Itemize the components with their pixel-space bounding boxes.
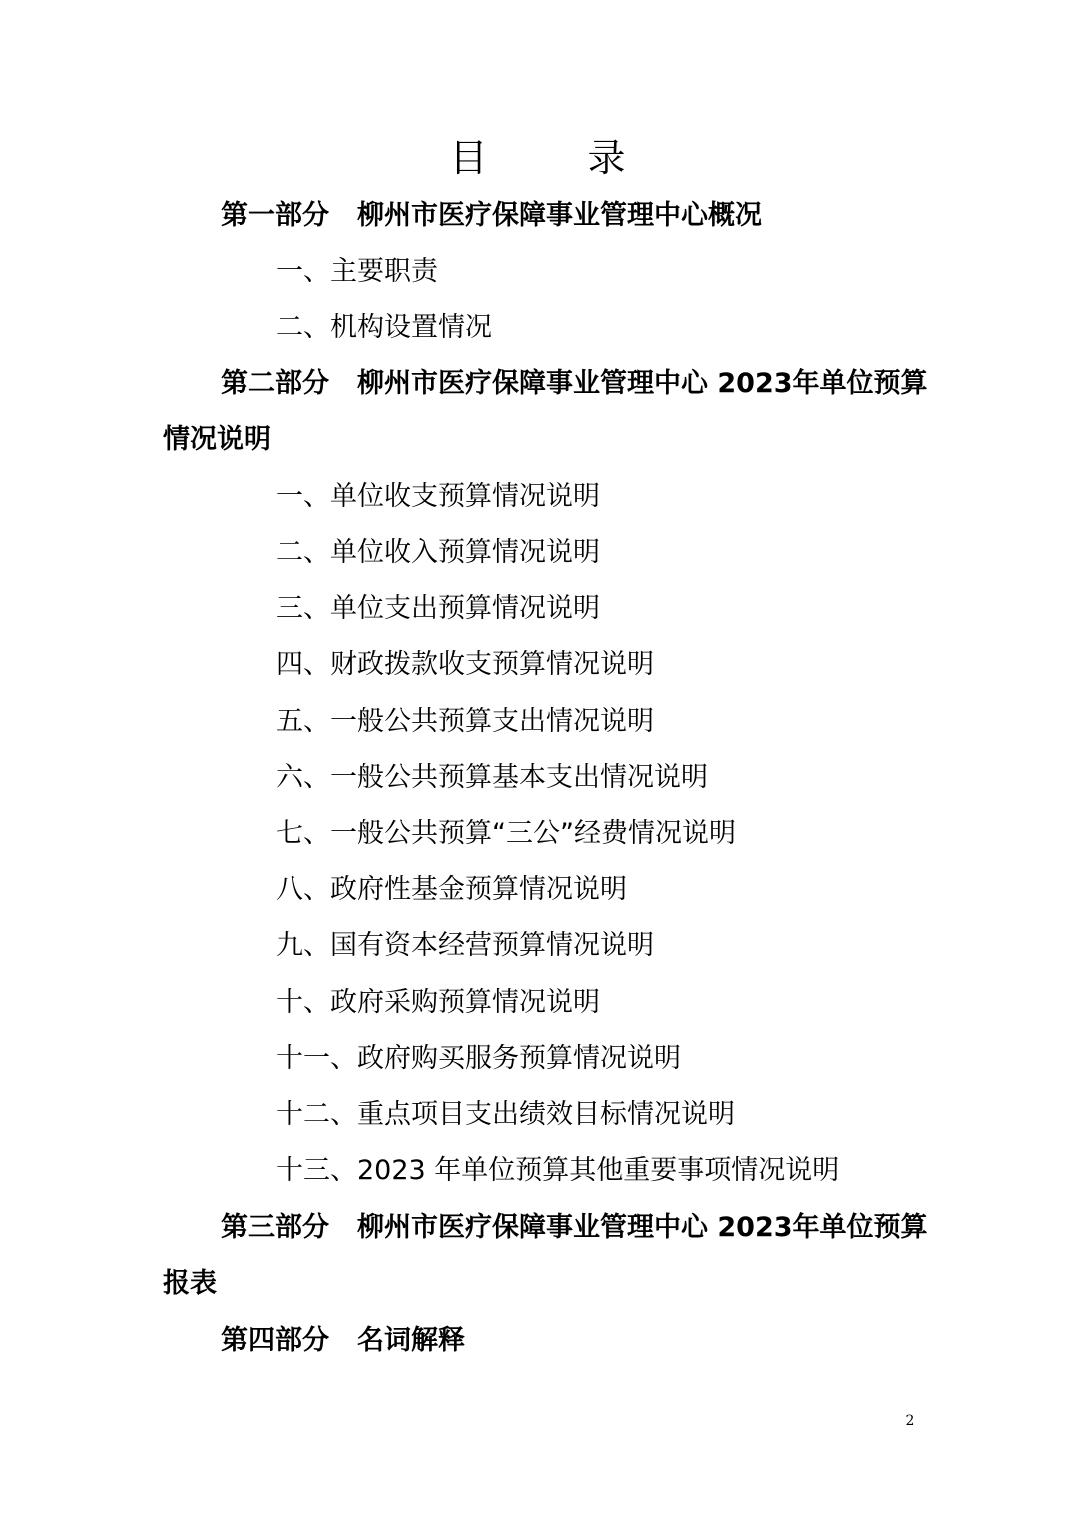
toc-item[interactable]: 七、一般公共预算“三公”经费情况说明 bbox=[276, 818, 736, 849]
toc-item[interactable]: 一、单位收支预算情况说明 bbox=[276, 481, 600, 512]
part-label: 第二部分 bbox=[221, 368, 329, 399]
part-title: 名词解释 bbox=[357, 1325, 465, 1356]
toc-item[interactable]: 四、财政拨款收支预算情况说明 bbox=[276, 649, 654, 680]
part-label: 第一部分 bbox=[221, 200, 329, 231]
toc-part-2[interactable] bbox=[163, 356, 933, 468]
toc-item[interactable]: 九、国有资本经营预算情况说明 bbox=[276, 930, 654, 961]
toc-part-3[interactable] bbox=[163, 1200, 933, 1312]
toc-item[interactable]: 十、政府采购预算情况说明 bbox=[276, 987, 600, 1018]
toc-item[interactable]: 一、主要职责 bbox=[276, 256, 438, 287]
toc-item[interactable]: 二、单位收入预算情况说明 bbox=[276, 537, 600, 568]
toc-item[interactable]: 十一、政府购买服务预算情况说明 bbox=[276, 1043, 681, 1074]
part-title: 柳州市医疗保障事业管理中心 2023年单位预算情况说明 bbox=[163, 368, 928, 455]
toc-item[interactable]: 二、机构设置情况 bbox=[276, 312, 492, 343]
part-title: 柳州市医疗保障事业管理中心 2023年单位预算报表 bbox=[163, 1212, 928, 1299]
toc-item[interactable]: 六、一般公共预算基本支出情况说明 bbox=[276, 762, 708, 793]
toc-item[interactable]: 十二、重点项目支出绩效目标情况说明 bbox=[276, 1099, 735, 1130]
toc-item[interactable]: 三、单位支出预算情况说明 bbox=[276, 593, 600, 624]
part-label: 第四部分 bbox=[221, 1325, 329, 1356]
toc-part-4[interactable] bbox=[163, 1313, 933, 1369]
part-title: 柳州市医疗保障事业管理中心概况 bbox=[357, 200, 762, 231]
part-label: 第三部分 bbox=[221, 1212, 329, 1243]
toc-item[interactable]: 五、一般公共预算支出情况说明 bbox=[276, 706, 654, 737]
toc-part-1[interactable] bbox=[163, 188, 933, 244]
toc-item[interactable]: 十三、2023 年单位预算其他重要事项情况说明 bbox=[276, 1155, 840, 1186]
toc-item[interactable]: 八、政府性基金预算情况说明 bbox=[276, 874, 627, 905]
page-number: 2 bbox=[905, 1413, 915, 1429]
page-title: 目 录 bbox=[449, 136, 670, 180]
